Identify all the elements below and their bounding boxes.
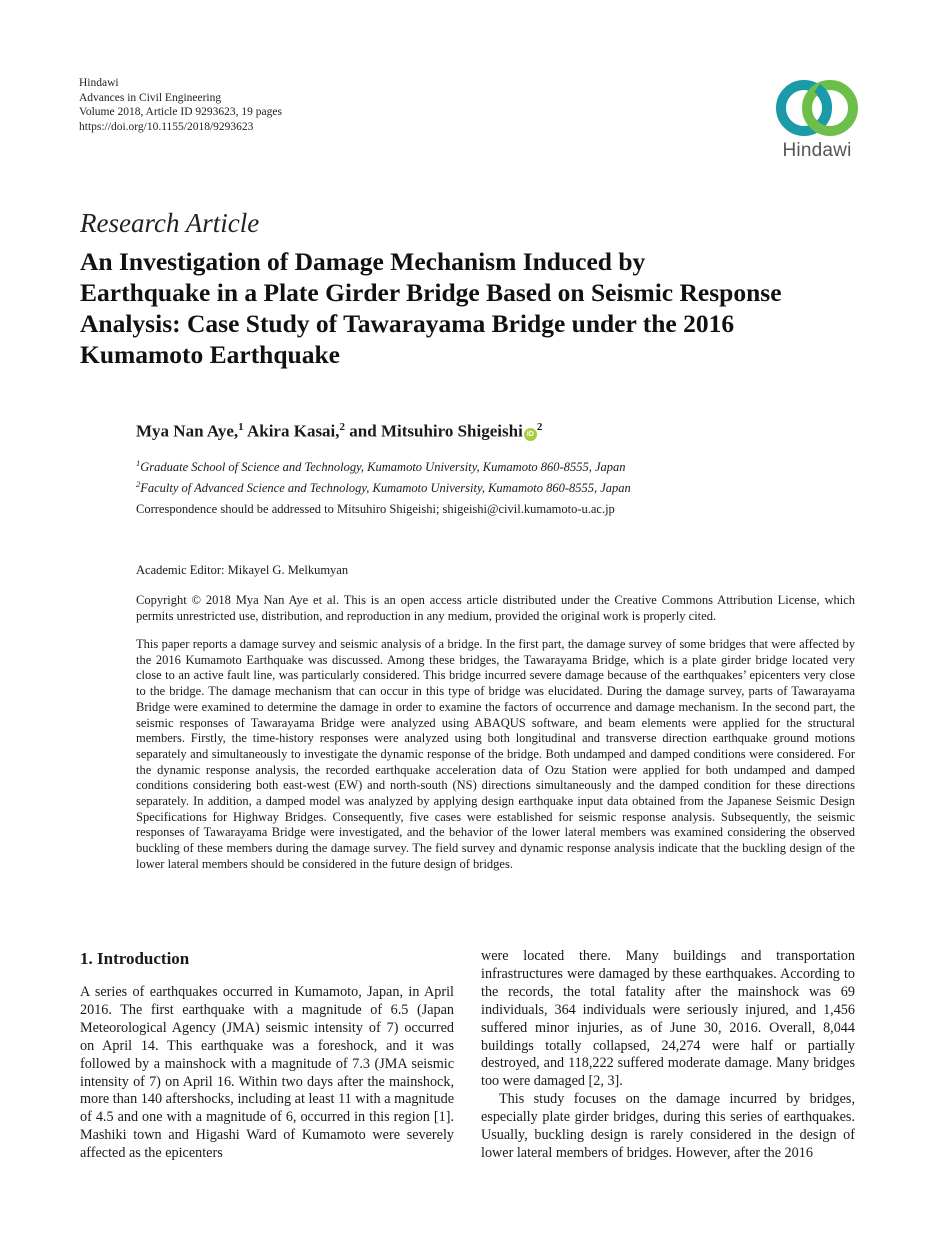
abstract: This paper reports a damage survey and seismic analysis of a bridge. In the first part, the damage survey of some bridges that were affected by the 2016 Kumamoto Earthquake was discussed. Among these bridges, the Tawarayama Bridge, which is a plate girder bridge located very close to an active fault line, was particularly considered. This bridge incurred severe damage because of the earthquakes’ epicenters very close to the bridge. The damage mechanism that can occur in this type of bridge was elucidated. During the damage survey, parts of Tawarayama Bridge were examined to determine the damage in order to examine the factors of occurrence and damage mechanism. In the second part, the seismic responses of Tawarayama Bridge were analyzed using ABAQUS software, and beam elements were applied for the structural members. Firstly, the time-history responses were analyzed using both longitudinal and transverse direction earthquake ground motions separately and simultaneously to investigate the dynamic response of the bridge. Both undamped and damped conditions were considered. For the dynamic response analysis, the recorded earthquake acceleration data of Ozu Station were applied for both undamped and damped conditions considering both east-west (EW) and north-south (NS) directions simultaneously and the damped condition for these directions separately. In addition, a damped model was analyzed by applying design earthquake input data obtained from the Japanese Seismic Design Specifications for Highway Bridges. Consequently, five cases were established for seismic response analysis. Subsequently, the seismic responses of Tawarayama Bridge were investigated, and the behavior of the lower lateral members was examined considering the observed buckling of these members during the damage survey. The field survey and dynamic response analysis indicate that the buckling design of the lower lateral members should be considered in the future design of bridges. bbox=[136, 637, 855, 871]
affiliation-sup: 1 bbox=[136, 458, 141, 468]
author-affil-sup: 2 bbox=[536, 421, 543, 433]
journal-header bbox=[79, 76, 282, 134]
affiliations bbox=[136, 455, 631, 497]
author-name: Mya Nan Aye, bbox=[136, 421, 239, 441]
column-right bbox=[481, 948, 855, 1163]
column-left bbox=[80, 984, 454, 1163]
logo-wordmark: Hindawi bbox=[782, 140, 852, 161]
affiliation-line bbox=[136, 476, 631, 497]
affiliation-line bbox=[136, 455, 631, 476]
affiliation-text: Faculty of Advanced Science and Technology, Kumamoto University, Kumamoto 860-8555, Japan bbox=[140, 481, 631, 496]
affiliation-text: Graduate School of Science and Technology, Kumamoto University, Kumamoto 860-8555, Japan bbox=[140, 460, 626, 475]
orcid-icon[interactable]: iD bbox=[524, 428, 537, 441]
hindawi-logo-icon bbox=[771, 76, 863, 140]
article-title bbox=[80, 246, 870, 370]
copyright-notice: Copyright © 2018 Mya Nan Aye et al. This is an open access article distributed under the Creative Commons Attribution License, which permits unrestricted use, distribution, and reproduction in any medium, provided the original work is properly cited. bbox=[136, 593, 855, 623]
correspondence: Correspondence should be addressed to Mitsuhiro Shigeishi; shigeishi@civil.kumamoto-u.ac.jp bbox=[136, 502, 615, 516]
author-affil-sup: 2 bbox=[339, 421, 346, 433]
article-type: Research Article bbox=[80, 208, 260, 238]
academic-editor: Academic Editor: Mikayel G. Melkumyan bbox=[136, 563, 349, 577]
author-affil-sup: 1 bbox=[238, 421, 244, 433]
title-line: Earthquake in a Plate Girder Bridge Based on Seismic Response bbox=[80, 278, 782, 307]
volume-line: Volume 2018, Article ID 9293623, 19 pages bbox=[79, 106, 282, 118]
doi-link[interactable]: https://doi.org/10.1155/2018/9293623 bbox=[79, 120, 254, 133]
publisher-name: Hindawi bbox=[79, 77, 119, 89]
author-list bbox=[136, 421, 542, 442]
affiliation-sup: 2 bbox=[136, 479, 141, 490]
body-paragraph: This study focuses on the damage incurred by bridges, especially plate girder bridges, during this series of earthquakes. Usually, buckling design is rarely considered in the design of lower lateral members of bridges. However, after the 2016 bbox=[481, 1091, 855, 1161]
author-name: and Mitsuhiro Shigeishi bbox=[349, 421, 523, 441]
author-name: Akira Kasai, bbox=[246, 421, 340, 441]
title-line: Analysis: Case Study of Tawarayama Bridge under the 2016 bbox=[80, 309, 735, 338]
hindawi-logo bbox=[771, 76, 863, 162]
section-heading: 1. Introduction bbox=[80, 949, 190, 968]
body-paragraph: A series of earthquakes occurred in Kumamoto, Japan, in April 2016. The first earthquake with a magnitude of 6.5 (Japan Meteorological Agency (JMA) seismic intensity of 7) occurred on April 14. This earthquake was a foreshock, and it was followed by a mainshock with a magnitude of 7.3 (JMA seismic intensity of 7) on April 16. Within two days after the mainshock, more than 140 aftershocks, including at least 11 with a magnitude of 4.5 and one with a magnitude of 6, occurred in this region [1]. Mashiki town and Higashi Ward of Kumamoto were severely affected as the epicenters bbox=[80, 984, 454, 1162]
body-paragraph: were located there. Many buildings and transportation infrastructures were damaged by these earthquakes. According to the records, the total fatality after the mainshock was 69 individuals, 364 individuals were seriously injured, and 1,456 suffered minor injuries, as of June 30, 2016. Overall, 8,044 buildings totally collapsed, 24,274 were half or partially destroyed, and 118,222 suffered moderate damage. Many bridges too were damaged [2, 3]. bbox=[481, 948, 855, 1090]
journal-name: Advances in Civil Engineering bbox=[79, 91, 222, 104]
title-line: An Investigation of Damage Mechanism Induced by bbox=[80, 247, 646, 276]
title-line: Kumamoto Earthquake bbox=[80, 340, 340, 369]
